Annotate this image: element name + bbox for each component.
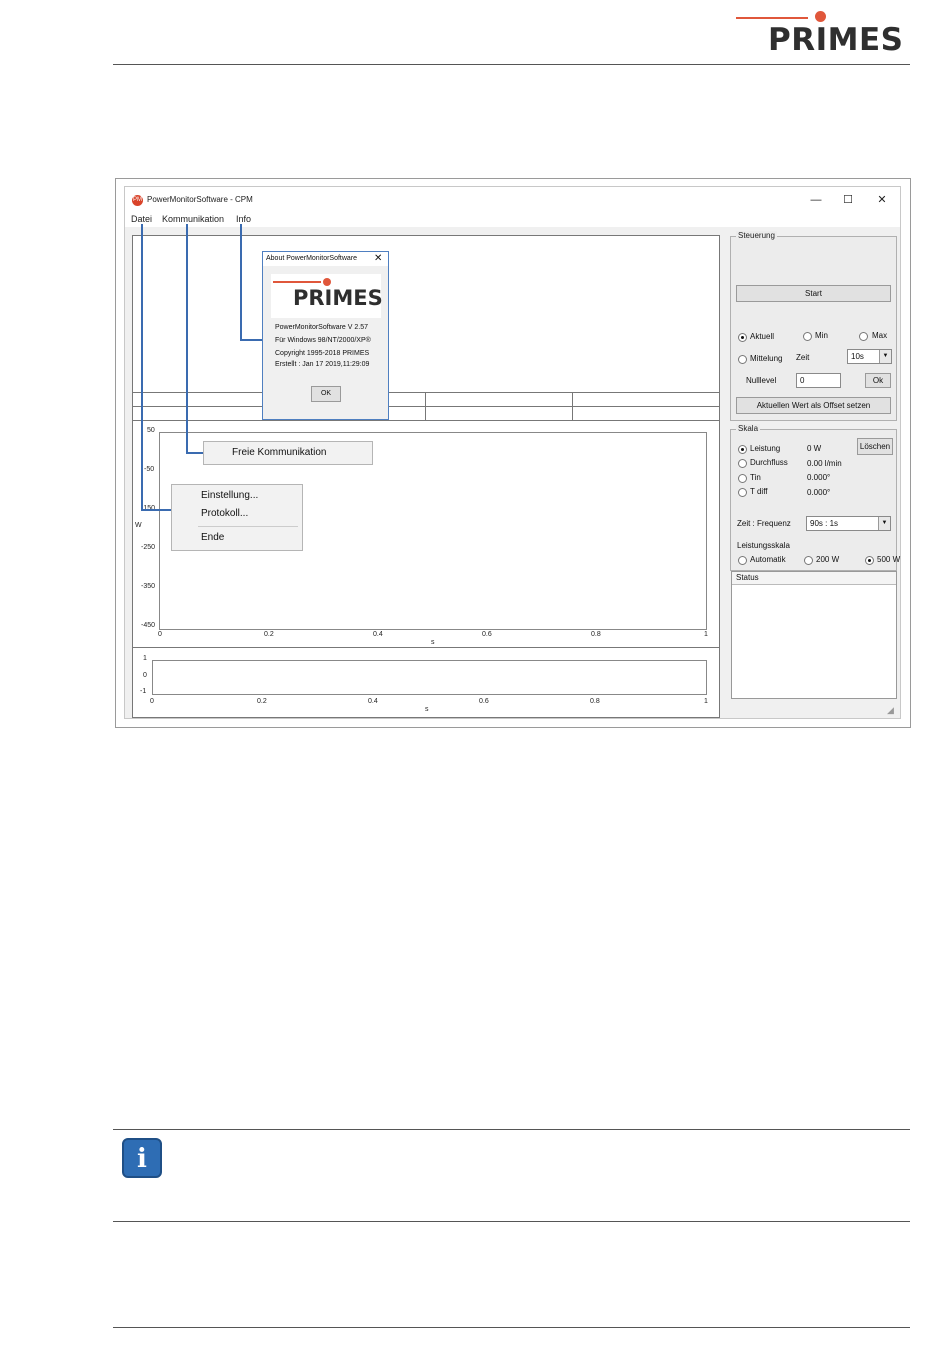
callout-line-info (240, 339, 264, 341)
y-axis-label: W (135, 522, 142, 529)
durchfluss-value: 0.00 l/min (807, 459, 842, 468)
title-bar (125, 187, 900, 213)
radio-durchfluss[interactable] (738, 459, 747, 468)
about-title-bar (263, 252, 388, 266)
steuerung-group (730, 231, 897, 421)
radio-tin[interactable] (738, 474, 747, 483)
x-tick: 0.6 (482, 631, 492, 638)
x-tick: 1 (704, 698, 708, 705)
radio-leistung[interactable] (738, 445, 747, 454)
radio-min[interactable] (803, 332, 812, 341)
table-line (133, 420, 719, 421)
about-dialog (262, 251, 389, 420)
loeschen-button[interactable]: Löschen (857, 438, 893, 455)
minimize-button[interactable]: — (810, 194, 822, 206)
status-header (732, 572, 896, 585)
tdiff-value: 0.000° (807, 488, 831, 497)
callout-line-kommunikation (186, 452, 204, 454)
x-tick: 0.6 (479, 698, 489, 705)
window-title: PowerMonitorSoftware - CPM (147, 195, 253, 204)
maximize-button[interactable]: ☐ (843, 194, 853, 206)
x-tick: 0.4 (373, 631, 383, 638)
radio-automatik[interactable] (738, 556, 747, 565)
callout-line-datei (141, 509, 172, 511)
radio-aktuell[interactable] (738, 333, 747, 342)
callout-line-info (240, 224, 242, 340)
y-tick: 0 (143, 672, 147, 679)
automatik-label: Automatik (750, 555, 786, 564)
primes-logo: PRIMES (736, 8, 908, 58)
radio-tdiff[interactable] (738, 488, 747, 497)
start-button[interactable]: Start (736, 285, 891, 302)
callout-line-datei (141, 224, 143, 510)
small-plot-area (152, 660, 707, 695)
footer-divider (113, 1327, 910, 1328)
x-tick: 0.8 (590, 698, 600, 705)
radio-aktuell-label: Aktuell (750, 332, 775, 341)
menu-item-ende[interactable]: Ende (201, 532, 225, 543)
radio-mittelung-label: Mittelung (750, 354, 783, 363)
y-tick: 50 (147, 427, 155, 434)
x-axis-label: s (431, 639, 435, 646)
zeit-frequenz-select[interactable] (806, 516, 891, 531)
table-line (133, 392, 719, 393)
callout-line-kommunikation (186, 224, 188, 453)
menu-item-protokoll[interactable]: Protokoll... (201, 508, 249, 519)
radio-200w[interactable] (804, 556, 813, 565)
radio-max-label: Max (872, 331, 888, 340)
tin-label: Tin (750, 473, 761, 482)
menu-item-freie-kommunikation[interactable]: Freie Kommunikation (232, 447, 327, 458)
skala-title: Skala (738, 424, 759, 433)
leistung-value: 0 W (807, 444, 822, 453)
durchfluss-label: Durchfluss (750, 458, 788, 467)
menu-item-einstellung[interactable]: Einstellung... (201, 490, 259, 501)
kommunikation-menu (203, 441, 373, 465)
about-version: PowerMonitorSoftware V 2.57 (275, 324, 368, 331)
radio-min-label: Min (815, 331, 828, 340)
x-tick: 0.2 (257, 698, 267, 705)
table-line (425, 392, 426, 420)
nulllevel-label: Nulllevel (746, 376, 777, 385)
close-button[interactable]: ✕ (877, 194, 887, 206)
app-icon: PM (132, 195, 143, 206)
ok-button[interactable]: Ok (865, 373, 891, 388)
plot-panel (132, 235, 720, 718)
x-tick: 0.8 (591, 631, 601, 638)
resize-grip-icon[interactable]: ◢ (887, 705, 894, 715)
about-title: About PowerMonitorSoftware (266, 255, 358, 262)
menu-datei[interactable]: Datei (131, 214, 153, 224)
zeit-select-value: 10s (851, 352, 864, 361)
radio-mittelung[interactable] (738, 355, 747, 364)
status-box[interactable] (731, 571, 897, 699)
x-tick: 0.2 (264, 631, 274, 638)
y-tick: -50 (144, 466, 155, 473)
info-box-bottom-rule (113, 1221, 910, 1222)
plot-divider (133, 647, 719, 648)
nulllevel-input[interactable]: 0 (796, 373, 841, 388)
skala-group (730, 424, 901, 571)
zeit-frequenz-label: Zeit : Frequenz (737, 519, 791, 528)
chevron-down-icon[interactable]: ▼ (879, 350, 891, 363)
y-tick: -350 (141, 583, 156, 590)
x-tick: 0.4 (368, 698, 378, 705)
x-tick: 0 (150, 698, 154, 705)
zeit-select[interactable] (847, 349, 892, 364)
datei-menu (171, 484, 303, 551)
about-ok-button[interactable]: OK (311, 386, 341, 402)
scale-200-label: 200 W (816, 555, 840, 564)
zeit-label: Zeit (796, 353, 810, 362)
leistung-label: Leistung (750, 444, 781, 453)
zeit-frequenz-value: 90s : 1s (810, 519, 839, 528)
x-tick: 0 (158, 631, 162, 638)
table-line (133, 406, 719, 407)
close-icon[interactable]: ✕ (374, 253, 383, 264)
x-axis-label: s (425, 706, 429, 713)
chevron-down-icon[interactable]: ▼ (878, 517, 890, 530)
info-box-top-rule (113, 1129, 910, 1130)
steuerung-title: Steuerung (738, 231, 775, 240)
about-platform: Für Windows 98/NT/2000/XP® (275, 337, 371, 344)
x-tick: 1 (704, 631, 708, 638)
scale-500-label: 500 W (877, 555, 901, 564)
y-tick: -1 (140, 688, 147, 695)
radio-max[interactable] (859, 332, 868, 341)
menu-kommunikation[interactable]: Kommunikation (162, 214, 225, 224)
tin-value: 0.000° (807, 473, 831, 482)
about-logo: PRIMES (271, 274, 381, 318)
y-tick: 1 (143, 655, 147, 662)
table-line (572, 392, 573, 420)
about-build: Erstellt : Jan 17 2019,11:29:09 (275, 361, 370, 368)
leistungsskala-label: Leistungsskala (737, 541, 790, 550)
menu-separator (198, 526, 298, 527)
header-divider (113, 64, 910, 65)
radio-500w[interactable] (865, 556, 874, 565)
offset-button[interactable]: Aktuellen Wert als Offset setzen (736, 397, 891, 414)
about-copyright: Copyright 1995-2018 PRIMES (275, 350, 370, 357)
info-icon: i (122, 1138, 162, 1178)
status-title: Status (736, 573, 759, 582)
y-tick: -450 (141, 622, 156, 629)
y-tick: -250 (141, 544, 156, 551)
menu-info[interactable]: Info (236, 214, 252, 224)
tdiff-label: T diff (750, 487, 768, 496)
